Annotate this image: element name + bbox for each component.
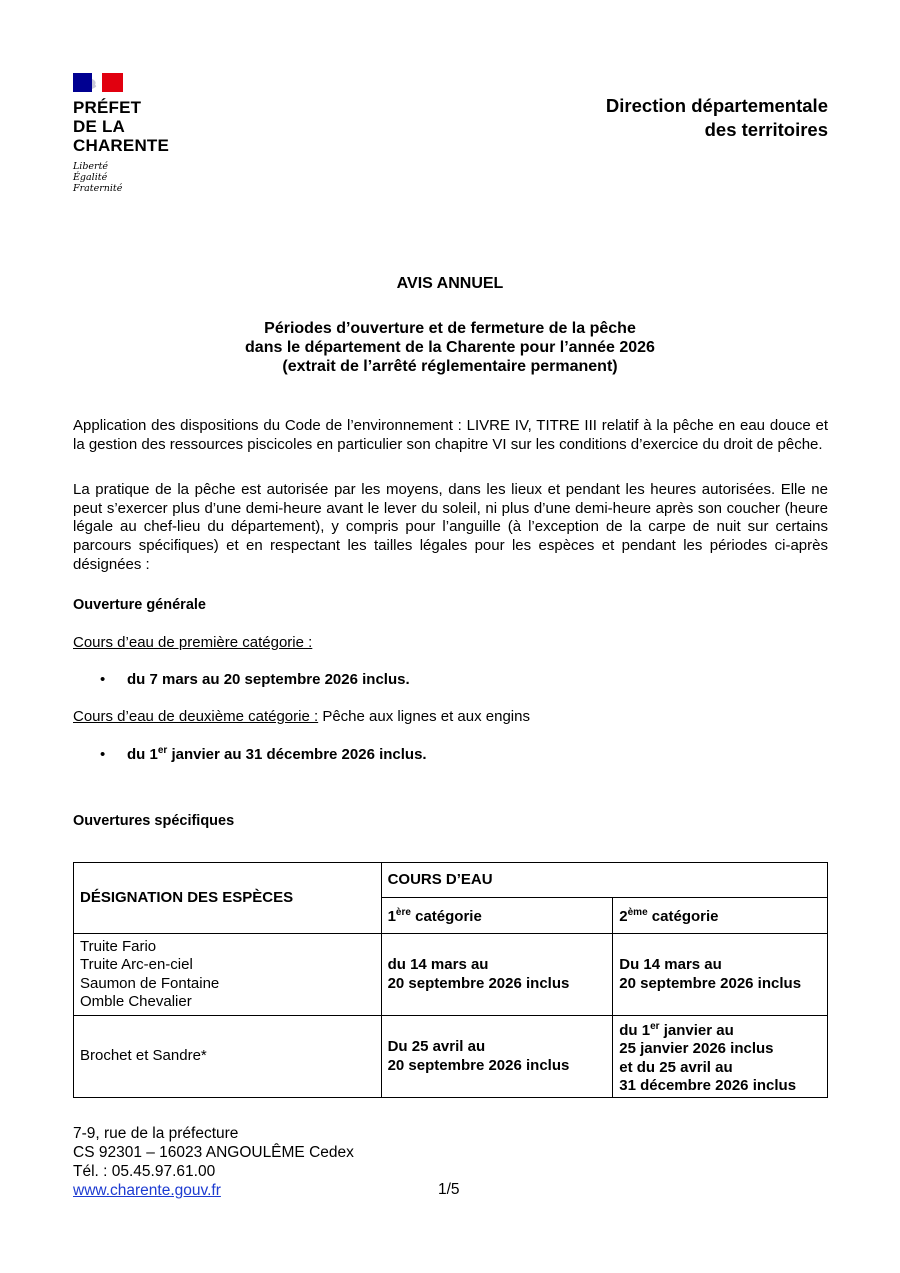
address-tel: Tél. : 05.45.97.61.00 — [73, 1163, 216, 1180]
table-row — [74, 863, 828, 898]
category-2-label: Cours d’eau de deuxième catégorie : — [73, 708, 319, 725]
species-cell: Truite Fario Truite Arc-en-ciel Saumon de Fontaine Omble Chevalier — [74, 934, 382, 1016]
devise-line: Liberté — [73, 161, 109, 172]
section-heading-ouverture-generale: Ouverture générale — [73, 597, 206, 613]
cat2-period-cell: du 1er janvier au 25 janvier 2026 inclus et du 25 avril au 31 décembre 2026 inclus — [613, 1016, 828, 1098]
intro-paragraph: Application des dispositions du Code de l’environnement : LIVRE IV, TITRE III relatif à la pêche en eau douce et la gestion des ressources piscicoles en particulier son chapitre VI sur les conditions d’exercice du droit de pêche. — [73, 417, 828, 453]
website-link[interactable]: www.charente.gouv.fr — [73, 1182, 221, 1199]
page-number: 1/5 — [438, 1181, 460, 1198]
category-1-label: Cours d’eau de première catégorie : — [73, 634, 313, 651]
subtitle-line: (extrait de l’arrêté réglementaire permanent) — [282, 358, 618, 375]
section-heading-ouvertures-specifiques: Ouvertures spécifiques — [73, 813, 235, 829]
logo-title — [73, 98, 169, 155]
prefet-logo — [73, 73, 169, 194]
logo-line: CHARENTE — [73, 136, 170, 155]
bullet-icon: • — [100, 746, 106, 763]
species-table — [73, 862, 828, 1098]
subtitle-line: Périodes d’ouverture et de fermeture de la pêche — [264, 320, 636, 337]
header-cat1: 1ère catégorie — [381, 898, 613, 934]
marianne-flag-icon — [73, 73, 123, 92]
document-subtitle — [0, 319, 900, 376]
header-species: DÉSIGNATION DES ESPÈCES — [74, 863, 382, 934]
category-2-period — [100, 745, 427, 763]
logo-line: DE LA — [73, 117, 125, 136]
header-cat2: 2ème catégorie — [613, 898, 828, 934]
address-cs: CS 92301 – 16023 ANGOULÊME Cedex — [73, 1144, 354, 1161]
rules-paragraph: La pratique de la pêche est autorisée par les moyens, dans les lieux et pendant les heures autorisées. Elle ne peut s’exercer plus d’une demi-heure avant le lever du soleil, ni plus d’une demi-heure après son coucher (heure légale au chef-lieu du département), y compris pour l’anguille (à l’exception de la carpe de nuit sur certains parcours spécifiques) et en respectant les tailles légales pour les espèces et pendant les périodes ci-après désignées : — [73, 481, 828, 573]
species-cell: Brochet et Sandre* — [74, 1016, 382, 1098]
period-text: du 7 mars au 20 septembre 2026 inclus. — [127, 671, 410, 688]
document-title: AVIS ANNUEL — [396, 275, 504, 292]
devise — [73, 161, 169, 194]
cat1-period-cell: Du 25 avril au 20 septembre 2026 inclus — [381, 1016, 613, 1098]
logo-line: PRÉFET — [73, 98, 142, 117]
devise-line: Égalité — [73, 172, 108, 183]
period-text: janvier au 31 décembre 2026 inclus. — [167, 746, 427, 763]
direction-line: Direction départementale — [605, 95, 828, 116]
table-row — [74, 934, 828, 1016]
address-line: 7-9, rue de la préfecture — [73, 1125, 239, 1142]
period-text: du 1 — [127, 746, 158, 763]
footer-address — [73, 1124, 354, 1200]
bullet-icon: • — [100, 671, 106, 688]
devise-line: Fraternité — [73, 183, 123, 194]
category-2-method: Pêche aux lignes et aux engins — [318, 708, 530, 725]
direction-line: des territoires — [704, 119, 828, 140]
direction-heading — [606, 94, 828, 142]
superscript: er — [157, 745, 168, 756]
cat2-period-cell: Du 14 mars au 20 septembre 2026 inclus — [613, 934, 828, 1016]
subtitle-line: dans le département de la Charente pour l’année 2026 — [245, 339, 655, 356]
category-2-line — [73, 708, 530, 725]
table-row — [74, 1016, 828, 1098]
cat1-period-cell: du 14 mars au 20 septembre 2026 inclus — [381, 934, 613, 1016]
header-cours-eau: COURS D’EAU — [381, 863, 827, 898]
category-1-period — [100, 671, 410, 688]
